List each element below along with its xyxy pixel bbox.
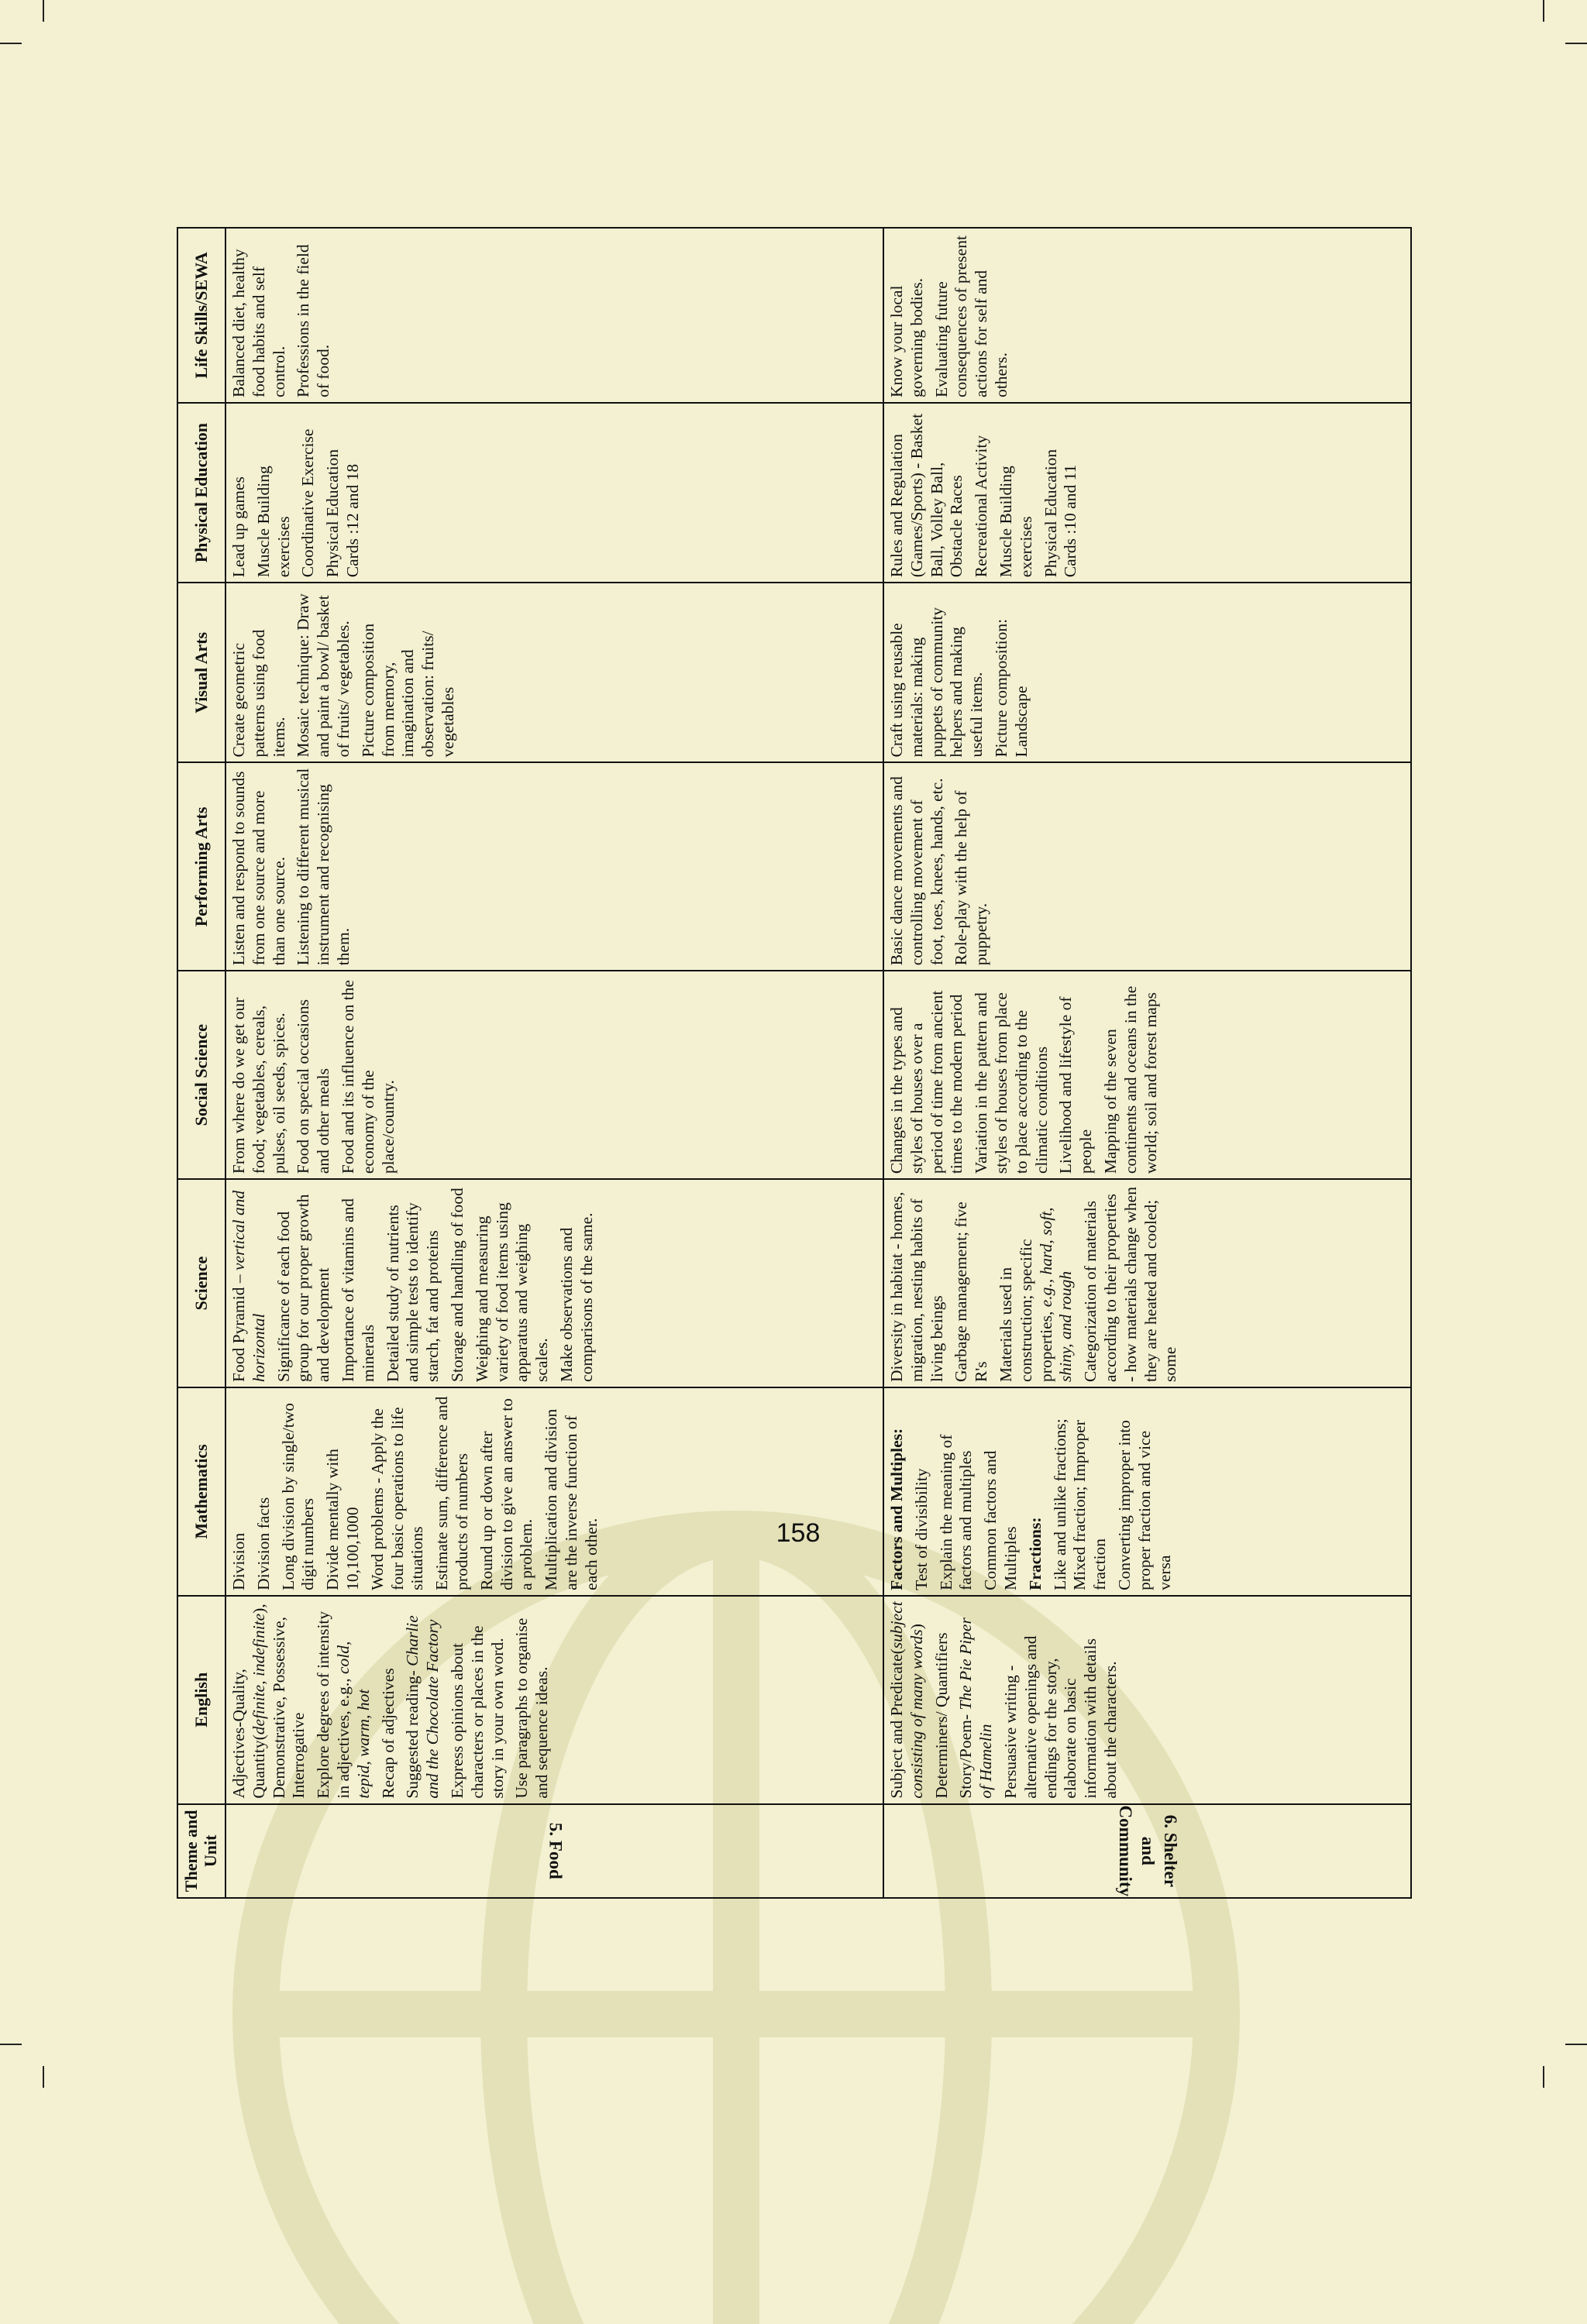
cell-visual-arts [225,583,883,762]
cell-text: Long division by single/two digit numbers [278,1402,318,1590]
cell-text: Listen and respond to sounds from one source and more than one source. [229,771,288,966]
cell-text: Division [229,1532,248,1590]
cell-text: Variation in the pattern and styles of houses from place to place according to the climatic conditions [972,992,1051,1174]
cell-text: Determiners/ Quantifiers [931,1632,951,1799]
cell-heading: Fractions: [1025,1517,1045,1590]
header-english: English [177,1596,225,1804]
cell-text: Express opinions about characters or places in the story in your own word. [447,1625,507,1799]
crop-mark [43,2066,44,2088]
header-theme: Theme and Unit [177,1804,225,1898]
cell-text: Mosaic technique: Draw and paint a bowl/ basket of fruits/ vegetables. [294,593,353,758]
header-social-science: Social Science [177,971,225,1179]
cell-text: Subject and Predicate(subject consisting of many words) [887,1601,926,1799]
theme-label: 5. Food [545,1822,565,1879]
cell-english [225,1596,883,1804]
cell-text: Word problems - Apply the four basic operations to life situations [367,1407,427,1590]
cell-text: Adjectives-Quality, Quantity(definite, indefinite), Demonstrative, Possessive, Interrogative [229,1604,308,1799]
cell-text: Basic dance movements and controlling movement of foot, toes, knees, hands, etc. [887,776,946,966]
cell-physical-education [225,403,883,583]
crop-mark [1543,2066,1544,2088]
cell-text: Materials used in construction; specific properties, e.g., hard, soft, shiny, and rough [996,1207,1076,1382]
cell-text: Detailed study of nutrients and simple tests to identify starch, fat and proteins [383,1202,442,1382]
cell-text: Recap of adjectives [378,1668,398,1799]
cell-text: Role-play with the help of puppetry. [952,790,991,966]
cell-text: Muscle Building exercises [996,466,1035,578]
cell-text: Know your local governing bodies. [887,277,926,397]
cell-text: Balanced diet, healthy food habits and self control. [229,249,288,397]
cell-text: Food on special occasions and other meals [294,999,333,1174]
cell-text: Food and its influence on the economy of the place/country. [338,979,398,1174]
cell-text: Weighing and measuring variety of food items using apparatus and weighing scales. [472,1202,552,1382]
theme-label: 6. Shelter and Community [1116,1805,1180,1897]
header-physical-education: Physical Education [177,403,225,583]
cell-text: Categorization of materials according to their properties - how materials change when they are heated and cooled; some [1081,1187,1180,1382]
cell-physical-education [883,403,1411,583]
header-performing-arts: Performing Arts [177,762,225,971]
cell-science [883,1179,1411,1387]
crop-mark [0,43,22,44]
crop-mark [1543,0,1544,22]
crop-mark [43,0,44,22]
cell-text: Evaluating future consequences of present actions for self and others. [931,235,1010,397]
cell-text: Picture composition: Landscape [991,618,1031,758]
page-number: 158 [776,1518,821,1548]
cell-mathematics [883,1387,1411,1596]
cell-text: Suggested reading- Charlie and the Chocolate Factory [403,1615,442,1799]
cell-text: Rules and Regulation (Games/Sports) - Basket Ball, Volley Ball, Obstacle Races [887,413,966,578]
cell-life-skills [883,228,1411,403]
cell-text: Recreational Activity [972,435,991,578]
cell-text: Divide mentally with 10,100,1000 [323,1449,362,1590]
cell-text: Storage and handling of food [447,1188,466,1382]
cell-text: Round up or down after division to give an answer to a problem. [477,1398,536,1590]
cell-text: Mapping of the seven continents and oceans in the world; soil and forest maps [1100,985,1160,1174]
cell-text: Listening to different musical instrument and recognising them. [294,768,353,966]
cell-text: Livelihood and lifestyle of people [1056,996,1096,1174]
cell-visual-arts [883,583,1411,762]
cell-text: Common factors and Multiples [981,1450,1020,1590]
cell-text: Craft using reusable materials: making puppets of community helpers and making useful items. [887,607,986,758]
cell-text: Explore degrees of intensity in adjectives, e.g., cold, tepid, warm, hot [314,1611,373,1799]
cell-text: Use paragraphs to organise and sequence ideas. [512,1618,552,1799]
cell-text: Multiplication and division are the inverse function of each other. [542,1408,601,1590]
header-row [177,228,225,1898]
theme-shelter-community [883,1804,1411,1898]
cell-text: From where do we get our food; vegetables, cereals, pulses, oil seeds, spices. [229,997,288,1174]
cell-text: Test of divisibility [911,1468,931,1590]
cell-text: Estimate sum, difference and products of numbers [432,1396,471,1590]
cell-text: Physical Education Cards :12 and 18 [323,449,362,578]
cell-text: Importance of vitamins and minerals [338,1198,377,1382]
cell-performing-arts [883,762,1411,971]
cell-text: Like and unlike fractions; Mixed fraction; Improper fraction [1050,1418,1110,1590]
header-science: Science [177,1179,225,1387]
table-row-shelter [883,228,1411,1898]
cell-text: Physical Education Cards :10 and 11 [1041,449,1080,578]
cell-text: Make observations and comparisons of the same. [556,1212,596,1382]
cell-text: Picture composition from memory, imagination and observation: fruits/ vegetables [358,623,457,758]
cell-performing-arts [225,762,883,971]
cell-text: Significance of each food group for our proper growth and development [274,1194,333,1382]
curriculum-table-container [177,227,1410,1899]
crop-mark [1565,43,1587,44]
cell-text: Diversity in habitat - homes, migration, nesting habits of living beings [887,1191,946,1382]
cell-social-science [225,971,883,1179]
cell-heading: Factors and Multiples: [887,1428,906,1590]
cell-text: Professions in the field of food. [294,244,333,397]
cell-text: Changes in the types and styles of houses over a period of time from ancient times to the modern period [887,990,966,1174]
cell-mathematics [225,1387,883,1596]
cell-text: Story/Poem- The Pie Piper of Hamelin [956,1618,996,1799]
cell-text: Muscle Building exercises [253,466,293,578]
crop-mark [0,2044,22,2045]
cell-english [883,1596,1411,1804]
cell-text: Division facts [253,1497,273,1590]
theme-food [225,1804,883,1898]
cell-text: Coordinative Exercise [298,428,318,578]
cell-text: Converting improper into proper fraction and vice versa [1114,1420,1174,1590]
header-mathematics: Mathematics [177,1387,225,1596]
cell-text: Garbage management; five R's [952,1202,991,1382]
cell-social-science [883,971,1411,1179]
cell-text: Persuasive writing - alternative openings and endings for the story, elaborate on basic information with details about the characters. [1000,1635,1120,1799]
cell-science [225,1179,883,1387]
crop-mark [1565,2044,1587,2045]
table-row-food [225,228,883,1898]
cell-text: Food Pyramid – vertical and horizontal [229,1190,268,1382]
cell-text: Create geometric patterns using food items. [229,629,288,758]
cell-text: Explain the meaning of factors and multiples [936,1434,976,1590]
header-visual-arts: Visual Arts [177,583,225,762]
cell-life-skills [225,228,883,403]
cell-text: Lead up games [229,476,248,578]
curriculum-table [177,227,1412,1899]
header-life-skills: Life Skills/SEWA [177,228,225,403]
